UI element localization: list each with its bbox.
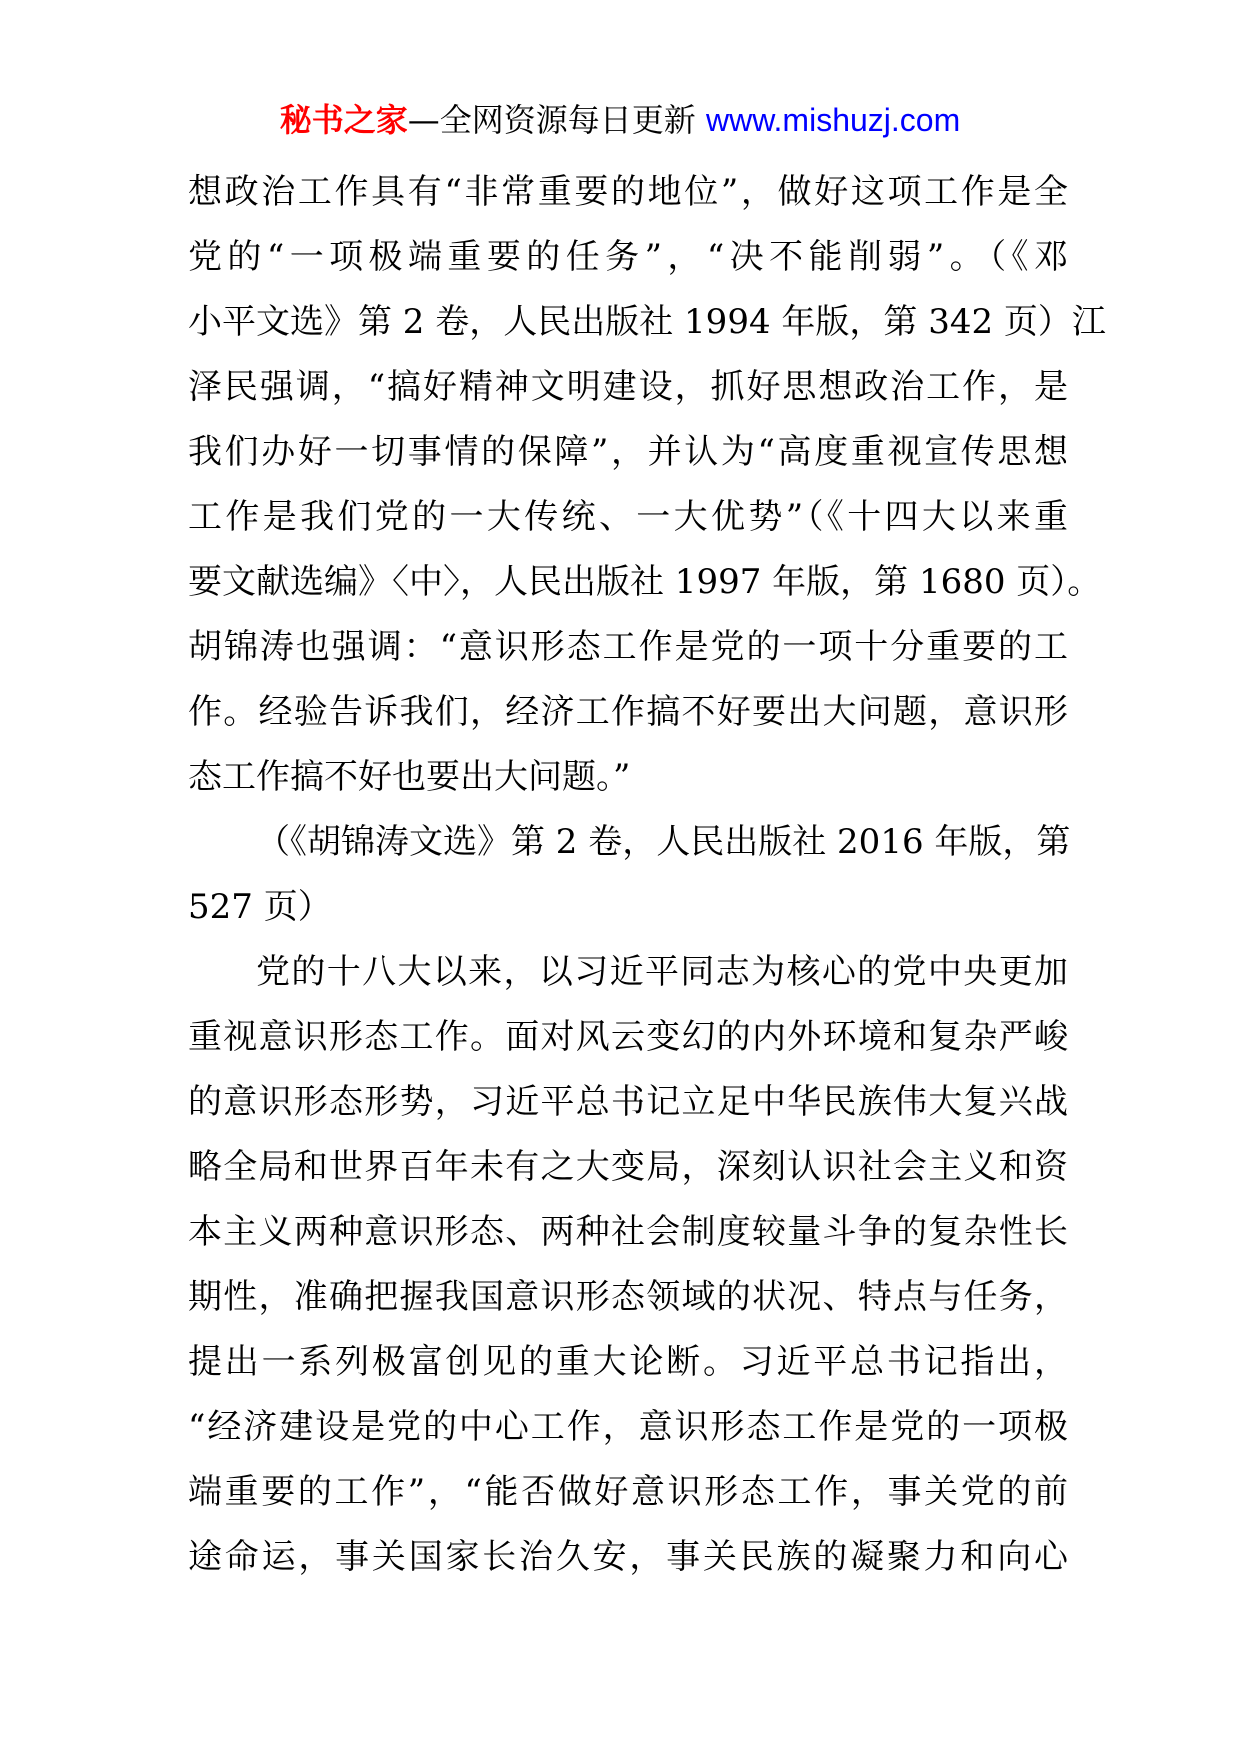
text-line: 的意识形态形势，习近平总书记立足中华民族伟大复兴战 — [188, 1082, 1068, 1122]
text-line: 略全局和世界百年未有之大变局，深刻认识社会主义和资 — [188, 1147, 1068, 1187]
text-line: 工作是我们党的一大传统、一大优势”（《十四大以来重 — [188, 497, 1068, 537]
text-line: 重视意识形态工作。面对风云变幻的内外环境和复杂严峻 — [188, 1017, 1068, 1057]
page-header — [0, 98, 1240, 142]
site-brand: 秘书之家 — [279, 101, 408, 139]
text-line: 态工作搞不好也要出大问题。” — [188, 757, 631, 797]
text-line: 端重要的工作”，“能否做好意识形态工作，事关党的前 — [188, 1472, 1068, 1512]
text-line: 作。经验告诉我们，经济工作搞不好要出大问题，意识形 — [188, 692, 1068, 732]
text-line: 党的“一项极端重要的任务”，“决不能削弱”。（《邓 — [188, 237, 1068, 277]
site-tagline: —全网资源每日更新 — [407, 101, 706, 139]
text-line: 想政治工作具有“非常重要的地位”，做好这项工作是全 — [188, 172, 1068, 212]
text-line: 胡锦涛也强调：“意识形态工作是党的一项十分重要的工 — [188, 627, 1068, 667]
text-line: 泽民强调，“搞好精神文明建设，抓好思想政治工作，是 — [188, 367, 1068, 407]
text-line: 期性，准确把握我国意识形态领域的状况、特点与任务， — [188, 1277, 1068, 1317]
site-url-link[interactable]: www.mishuzj.com — [705, 102, 961, 138]
text-line: 我们办好一切事情的保障”，并认为“高度重视宣传思想 — [188, 432, 1068, 472]
text-line: 途命运，事关国家长治久安，事关民族的凝聚力和向心 — [188, 1537, 1068, 1577]
text-line: 要文献选编》〈中〉，人民出版社 1997 年版，第 1680 页）。 — [188, 562, 1102, 602]
text-line: 党的十八大以来，以习近平同志为核心的党中央更加 — [256, 952, 1068, 992]
text-line: 本主义两种意识形态、两种社会制度较量斗争的复杂性长 — [188, 1212, 1068, 1252]
text-line: 提出一系列极富创见的重大论断。习近平总书记指出， — [188, 1342, 1068, 1382]
text-line: “经济建设是党的中心工作，意识形态工作是党的一项极 — [188, 1407, 1068, 1447]
text-line: （《胡锦涛文选》第 2 卷，人民出版社 2016 年版，第 — [256, 822, 1071, 862]
text-line: 527 页） — [188, 887, 332, 927]
text-line: 小平文选》第 2 卷，人民出版社 1994 年版，第 342 页）江 — [188, 302, 1106, 342]
document-body — [188, 160, 1106, 1590]
